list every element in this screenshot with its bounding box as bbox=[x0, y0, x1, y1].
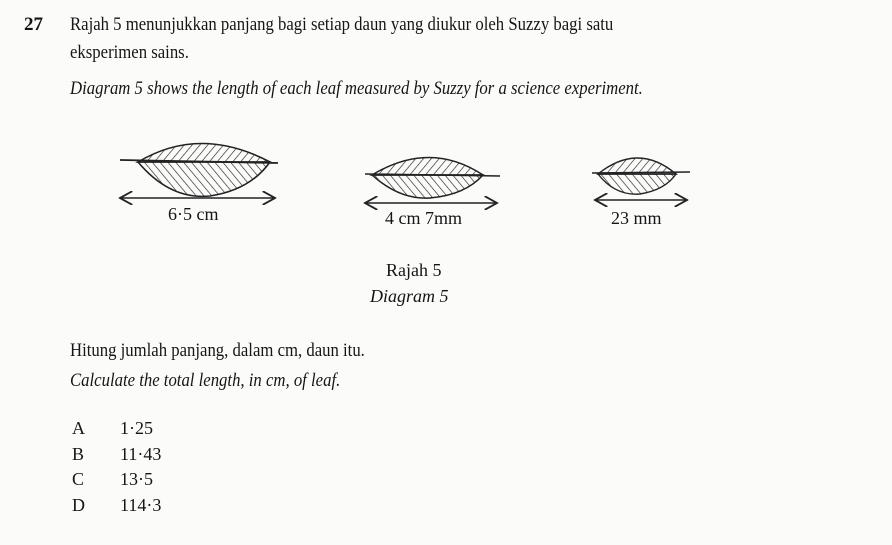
diagram-caption-english: Diagram 5 bbox=[370, 286, 449, 306]
question-text-malay-2: eksperimen sains. bbox=[70, 42, 189, 63]
option-value: 11·43 bbox=[120, 444, 162, 464]
prompt-malay: Hitung jumlah panjang, dalam cm, daun itu. bbox=[70, 340, 365, 361]
option-letter: D bbox=[72, 495, 85, 515]
question-text-english: Diagram 5 shows the length of each leaf measured by Suzzy for a science experiment. bbox=[70, 78, 643, 99]
leaf-1-drawing bbox=[120, 144, 278, 199]
leaf-1-length: 6·5 cm bbox=[168, 204, 219, 224]
option-value: 114·3 bbox=[120, 495, 162, 515]
question-number: 27 bbox=[24, 14, 43, 35]
option-value: 1·25 bbox=[120, 418, 153, 438]
leaf-2-length: 4 cm 7mm bbox=[385, 208, 462, 228]
leaf-3-length: 23 mm bbox=[611, 208, 662, 228]
leaf-3-drawing bbox=[592, 158, 690, 200]
question-text-malay-1: Rajah 5 menunjukkan panjang bagi setiap daun yang diukur oleh Suzzy bagi satu bbox=[70, 14, 614, 35]
prompt-english: Calculate the total length, in cm, of leaf. bbox=[70, 370, 341, 391]
diagram-caption-malay: Rajah 5 bbox=[386, 260, 442, 280]
option-letter: B bbox=[72, 444, 85, 464]
leaf-2-drawing bbox=[365, 158, 500, 204]
option-letter: C bbox=[72, 469, 85, 489]
option-value: 13·5 bbox=[120, 469, 153, 489]
option-letter: A bbox=[72, 418, 85, 438]
